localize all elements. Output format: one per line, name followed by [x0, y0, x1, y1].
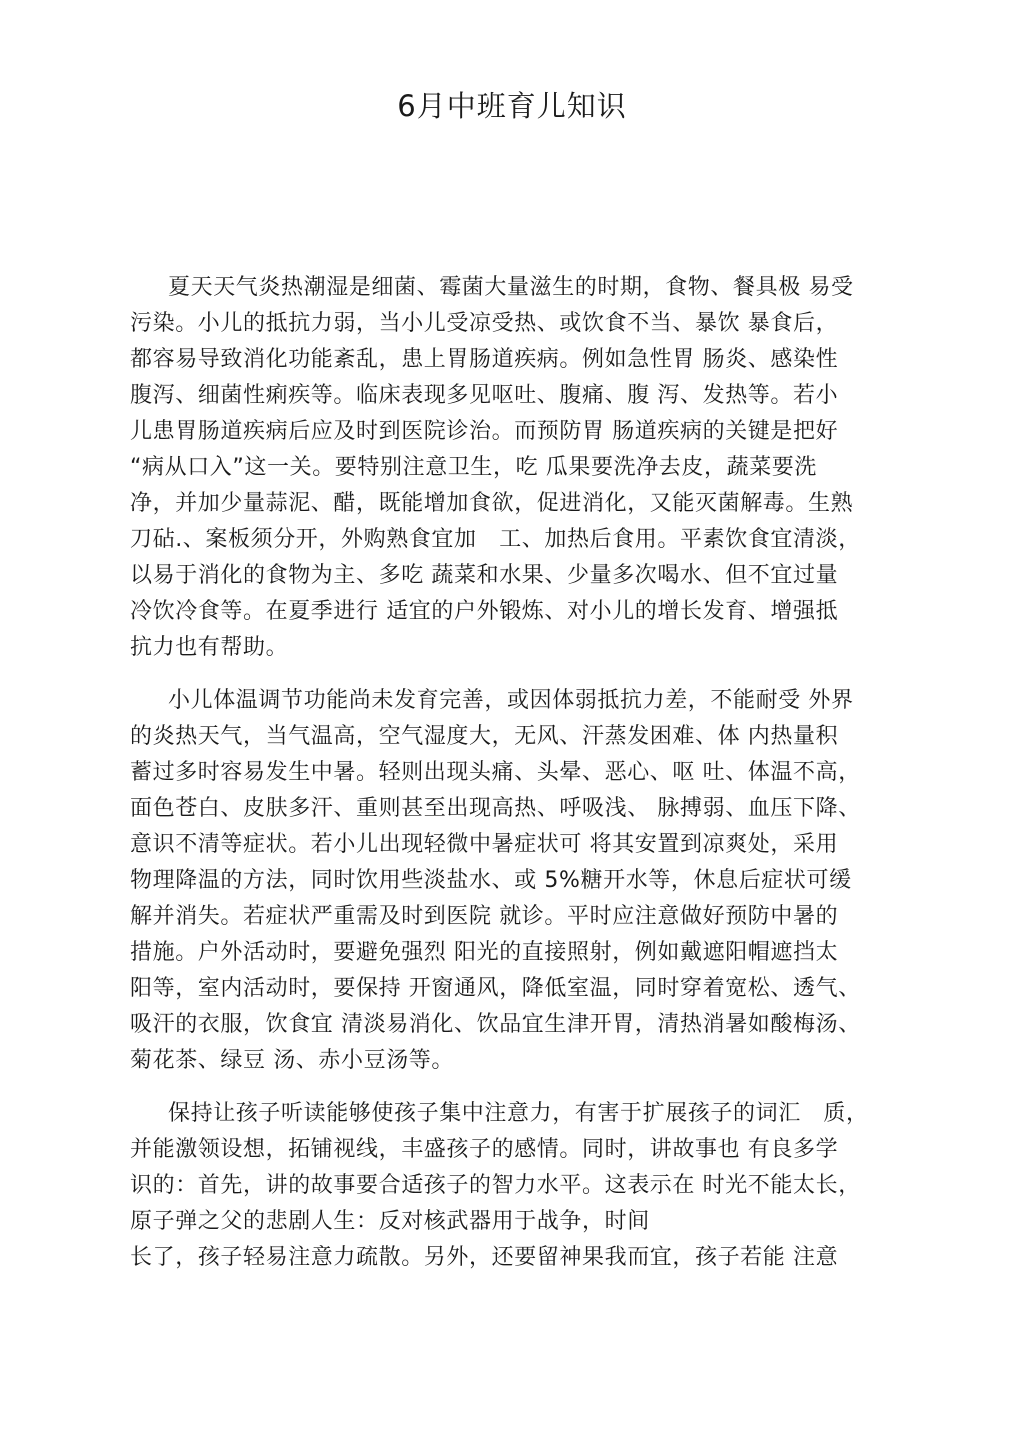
paragraph-line: “病从口入”这一关。要特别注意卫生，吃 瓜果要洗净去皮，蔬菜要洗: [130, 455, 817, 480]
paragraph-stomach-health: [130, 270, 902, 666]
paragraph-line: 夏天天气炎热潮湿是细菌、霉菌大量滋生的时期，食物、餐具极 易受: [168, 275, 854, 300]
paragraph-line: 污染。小儿的抵抗力弱，当小儿受凉受热、或饮食不当、暴饮 暴食后，: [130, 311, 839, 336]
paragraph-line: 都容易导致消化功能紊乱，患上胃肠道疾病。例如急性胃 肠炎、感染性: [130, 347, 839, 372]
paragraph-storytelling: [130, 1096, 902, 1276]
paragraph-line: 刀砧.、案板须分开，外购熟食宜加 工、加热后食用。平素饮食宜清淡，: [130, 527, 861, 552]
paragraph-line: 菊花茶、绿豆 汤、赤小豆汤等。: [130, 1048, 454, 1073]
paragraph-line: 腹泻、细菌性痢疾等。临床表现多见呕吐、腹痛、腹 泻、发热等。若小: [130, 383, 839, 408]
paragraph-line: 并能激领设想，拓铺视线，丰盛孩子的感情。同时，讲故事也 有良多学: [130, 1137, 839, 1162]
paragraph-line: 解并消失。若症状严重需及时到医院 就诊。平时应注意做好预防中暑的: [130, 904, 839, 929]
paragraph-line: 净，并加少量蒜泥、醋，既能增加食欲，促进消化，又能灭菌解毒。生熟: [130, 491, 854, 516]
paragraph-line: 以易于消化的食物为主、多吃 蔬菜和水果、少量多次喝水、但不宜过量: [130, 563, 839, 588]
paragraph-heatstroke: [130, 683, 902, 1079]
document-body: [130, 270, 902, 1293]
paragraph-line: 冷饮冷食等。在夏季进行 适宜的户外锻炼、对小儿的增长发育、增强抵: [130, 599, 839, 624]
paragraph-line: 措施。户外活动时，要避免强烈 阳光的直接照射，例如戴遮阳帽遮挡太: [130, 940, 839, 965]
paragraph-line: 的炎热天气，当气温高，空气湿度大，无风、汗蒸发困难、体 内热量积: [130, 724, 839, 749]
paragraph-line: 抗力也有帮助。: [130, 635, 289, 660]
paragraph-line: 面色苍白、皮肤多汗、重则甚至出现高热、呼吸浅、 脉搏弱、血压下降、: [130, 796, 861, 821]
document-title: 6月中班育儿知识: [397, 89, 627, 123]
paragraph-line: 原子弹之父的悲剧人生：反对核武器用于战争，时间: [130, 1209, 650, 1234]
paragraph-line: 物理降温的方法，同时饮用些淡盐水、或 5%糖开水等，休息后症状可缓: [130, 868, 852, 893]
paragraph-line: 长了，孩子轻易注意力疏散。另外，还要留神果我而宜，孩子若能 注意: [130, 1245, 839, 1270]
paragraph-line: 识的：首先，讲的故事要合适孩子的智力水平。这表示在 时光不能太长，: [130, 1173, 861, 1198]
paragraph-line: 小儿体温调节功能尚未发育完善，或因体弱抵抗力差，不能耐受 外界: [168, 688, 854, 713]
paragraph-line: 吸汗的衣服，饮食宜 清淡易消化、饮品宜生津开胃，清热消暑如酸梅汤、: [130, 1012, 861, 1037]
paragraph-line: 蓄过多时容易发生中暑。轻则出现头痛、头晕、恶心、呕 吐、体温不高，: [130, 760, 861, 785]
paragraph-line: 阳等，室内活动时，要保持 开窗通风，降低室温，同时穿着宽松、透气、: [130, 976, 861, 1001]
paragraph-line: 意识不清等症状。若小儿出现轻微中暑症状可 将其安置到凉爽处，采用: [130, 832, 839, 857]
paragraph-line: 保持让孩子听读能够使孩子集中注意力，有害于扩展孩子的词汇 质，: [168, 1101, 869, 1126]
paragraph-line: 儿患胃肠道疾病后应及时到医院诊治。而预防胃 肠道疾病的关键是把好: [130, 419, 839, 444]
